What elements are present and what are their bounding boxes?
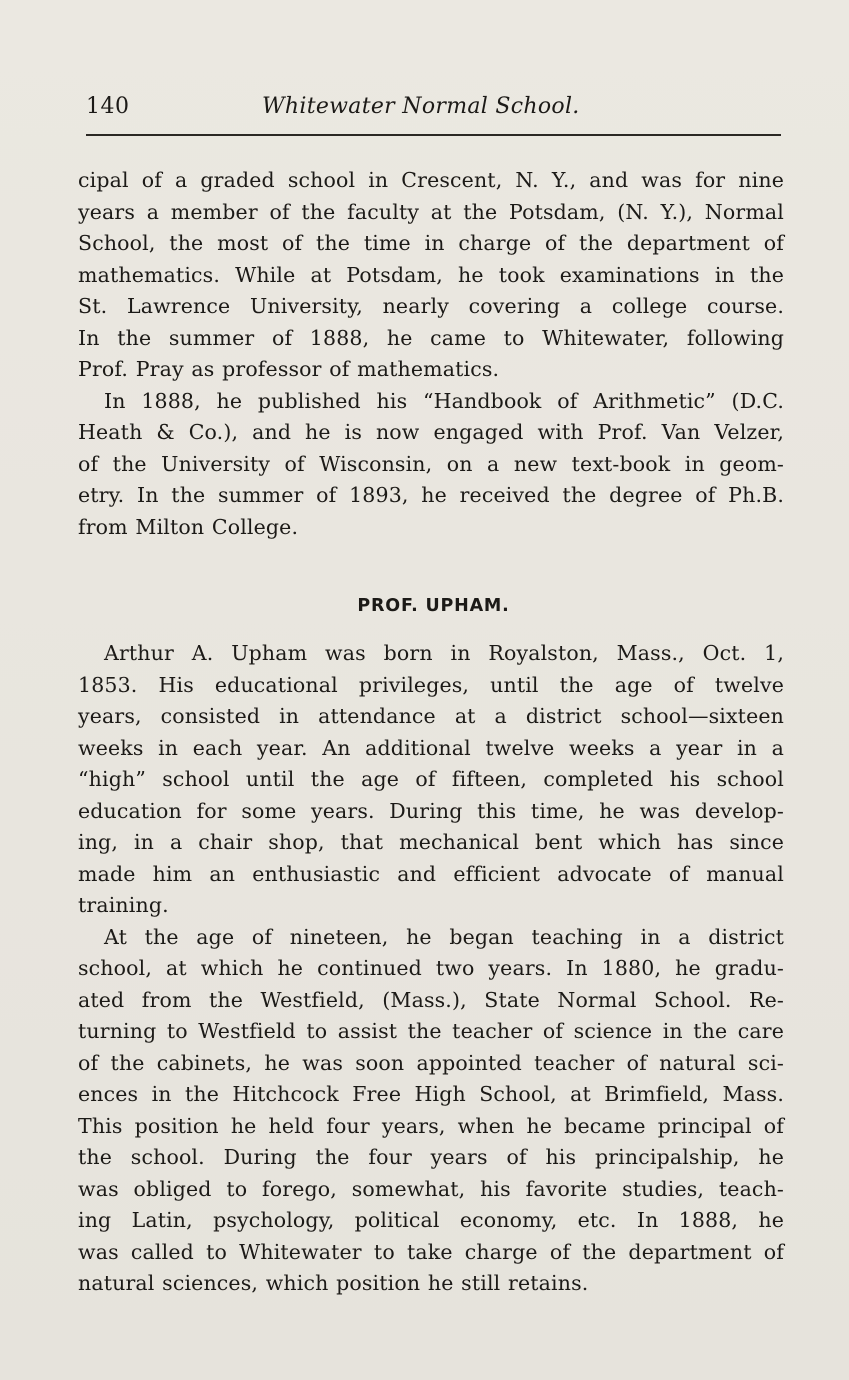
text-line: the school. During the four years of his principalship, he xyxy=(78,1145,784,1169)
text-line: School, the most of the time in charge of the department of xyxy=(78,231,784,255)
running-title: Whitewater Normal School. xyxy=(262,94,580,119)
page-header xyxy=(86,94,781,128)
text-line: natural sciences, which position he still retains. xyxy=(78,1271,589,1295)
text-line: mathematics. While at Potsdam, he took examinations in the xyxy=(78,262,784,287)
page-number: 140 xyxy=(86,94,130,119)
text-line: turning to Westfield to assist the teacher of science in the care xyxy=(78,1019,784,1043)
text-line: of the University of Wisconsin, on a new text-book in geom- xyxy=(78,451,784,476)
text-line: In the summer of 1888, he came to Whitewater, following xyxy=(78,325,784,350)
text-line: “high” school until the age of fifteen, completed his school xyxy=(78,767,784,791)
text-line: education for some years. During this time, he was develop- xyxy=(78,798,784,823)
text-line: of the cabinets, he was soon appointed teacher of natural sci- xyxy=(78,1050,784,1075)
text-line: years, consisted in attendance at a district school—sixteen xyxy=(78,704,784,728)
text-line: This position he held four years, when he became principal of xyxy=(78,1113,784,1138)
text-line: etry. In the summer of 1893, he received the degree of Ph.B. xyxy=(78,483,784,507)
section-heading: PROF. UPHAM. xyxy=(357,596,510,616)
text-line: was obliged to forego, somewhat, his favorite studies, teach- xyxy=(78,1176,784,1201)
text-line: years a member of the faculty at the Potsdam, (N. Y.), Normal xyxy=(78,199,784,224)
text-line: was called to Whitewater to take charge of the department of xyxy=(78,1239,784,1264)
text-line: 1853. His educational privileges, until the age of twelve xyxy=(78,672,784,697)
text-line: ences in the Hitchcock Free High School, at Brimfield, Mass. xyxy=(78,1082,784,1106)
text-line: ing Latin, psychology, political economy, etc. In 1888, he xyxy=(78,1208,784,1232)
text-line: ing, in a chair shop, that mechanical bent which has since xyxy=(78,830,784,854)
text-line: weeks in each year. An additional twelve weeks a year in a xyxy=(78,735,784,760)
text-line: ated from the Westfield, (Mass.), State Normal School. Re- xyxy=(78,987,784,1012)
text-line: from Milton College. xyxy=(78,514,299,539)
text-line: Prof. Pray as professor of mathematics. xyxy=(78,357,500,381)
text-line: Heath & Co.), and he is now engaged with Prof. Van Velzer, xyxy=(78,420,784,444)
text-line: cipal of a graded school in Crescent, N. Y., and was for nine xyxy=(78,168,784,192)
section-upham-text xyxy=(78,638,784,1300)
text-line: In 1888, he published his “Handbook of Arithmetic” (D.C. xyxy=(104,388,784,413)
header-rule xyxy=(86,134,781,136)
text-line: school, at which he continued two years. In 1880, he gradu- xyxy=(78,956,784,980)
text-line: Arthur A. Upham was born in Royalston, Mass., Oct. 1, xyxy=(104,641,784,665)
text-line: training. xyxy=(78,893,169,917)
section-continued-text xyxy=(78,165,784,543)
text-line: St. Lawrence University, nearly covering a college course. xyxy=(78,294,784,318)
text-line: made him an enthusiastic and efficient advocate of manual xyxy=(78,861,784,886)
text-line: At the age of nineteen, he began teaching in a district xyxy=(104,924,784,949)
